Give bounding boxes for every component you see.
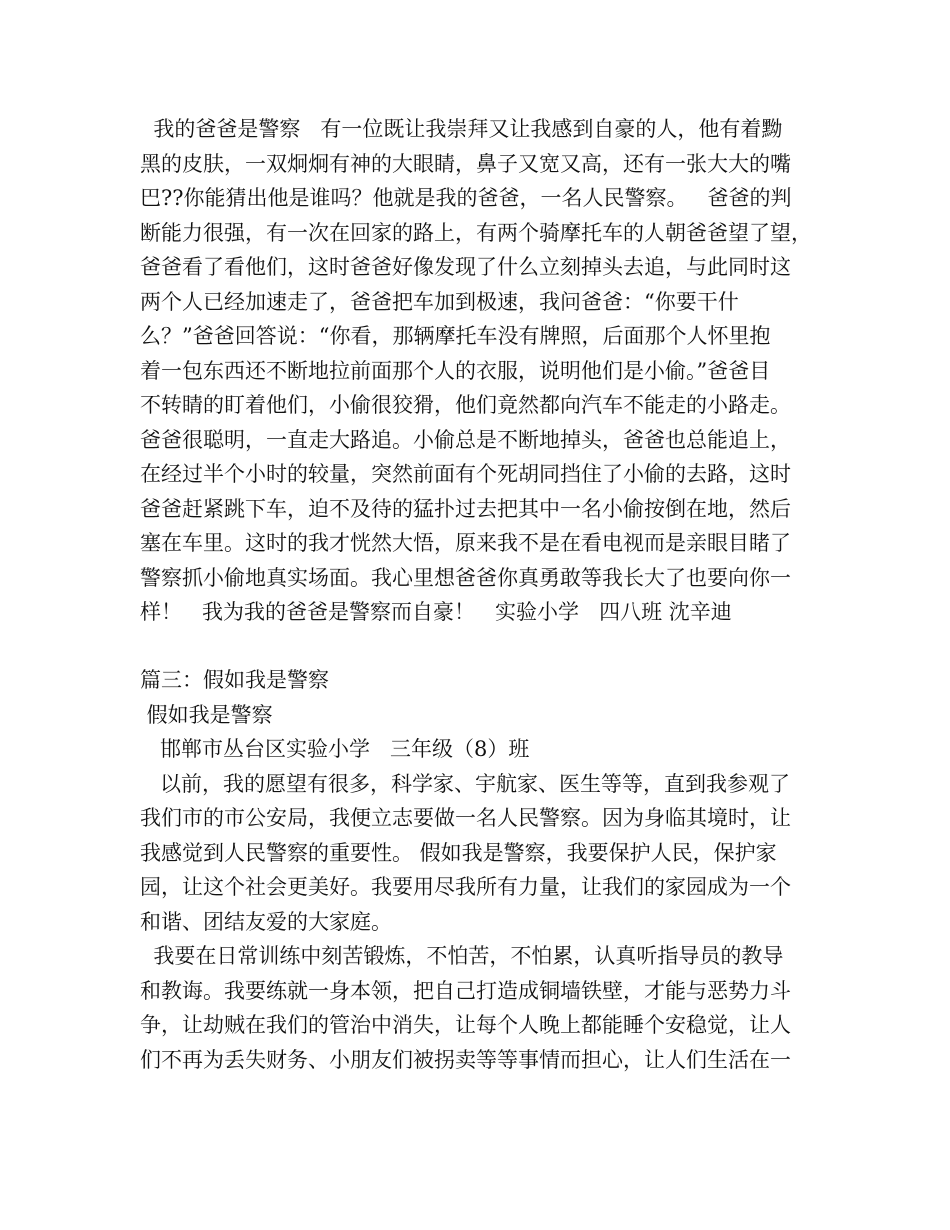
paragraph-line: 爸爸很聪明，一直走大路追。小偷总是不断地掉头，爸爸也总能追上， (140, 427, 791, 452)
paragraph-line: 和教诲。我要练就一身本领，把自己打造成铜墙铁壁，才能与恶势力斗 (140, 978, 791, 1003)
essay-byline: 邯郸市丛台区实验小学 三年级（8）班 (140, 737, 530, 761)
essay-my-dad-is-police (140, 112, 820, 630)
paragraph-line: 巴??你能猜出他是谁吗？他就是我的爸爸，一名人民警察。 爸爸的判 (140, 186, 792, 210)
paragraph-line: 们不再为丢失财务、小朋友们被拐卖等等事情而担心，让人们生活在一 (140, 1047, 791, 1072)
essay-if-i-were-police (140, 663, 820, 1077)
section-heading: 篇三：假如我是警察 (140, 668, 329, 692)
paragraph-line: 争，让劫贼在我们的管治中消失，让每个人晚上都能睡个安稳觉，让人 (140, 1013, 791, 1037)
paragraph-line: 警察抓小偷地真实场面。我心里想爸爸你真勇敢等我长大了也要向你一 (140, 565, 791, 590)
paragraph-line: 样！ 我为我的爸爸是警察而自豪！ 实验小学 四八班 沈辛迪 (140, 600, 732, 624)
paragraph-line: 着一包东西还不断地拉前面那个人的衣服，说明他们是小偷。”爸爸目 (140, 358, 771, 383)
paragraph-line: 园，让这个社会更美好。我要用尽我所有力量，让我们的家园成为一个 (140, 875, 791, 899)
paragraph-line: 黑的皮肤，一双炯炯有神的大眼睛，鼻子又宽又高，还有一张大大的嘴 (140, 151, 791, 176)
paragraph-line: 和谐、团结友爱的大家庭。 (140, 909, 392, 934)
paragraph-line: 爸爸看了看他们，这时爸爸好像发现了什么立刻掉头去追，与此同时这 (140, 255, 791, 279)
paragraph-line: 么？”爸爸回答说：“你看，那辆摩托车没有牌照，后面那个人怀里抱 (140, 324, 771, 348)
paragraph-line: 断能力很强，有一次在回家的路上，有两个骑摩托车的人朝爸爸望了望， (140, 220, 812, 245)
paragraph-line: 我感觉到人民警察的重要性。 假如我是警察，我要保护人民，保护家 (140, 840, 777, 865)
paragraph-line: 我要在日常训练中刻苦锻炼，不怕苦，不怕累，认真听指导员的教导 (140, 944, 784, 968)
paragraph-line: 不转睛的盯着他们，小偷很狡猾，他们竟然都向汽车不能走的小路走。 (140, 393, 791, 417)
paragraph-line: 我的爸爸是警察 有一位既让我崇拜又让我感到自豪的人，他有着黝 (140, 117, 783, 141)
paragraph-line: 我们市的市公安局，我便立志要做一名人民警察。因为身临其境时，让 (140, 806, 791, 830)
paragraph-line: 在经过半个小时的较量，突然前面有个死胡同挡住了小偷的去路，这时 (140, 462, 791, 486)
paragraph-line: 塞在车里。这时的我才恍然大悟，原来我不是在看电视而是亲眼目睹了 (140, 531, 791, 555)
paragraph-line: 以前，我的愿望有很多，科学家、宇航家、医生等等，直到我参观了 (140, 771, 791, 796)
paragraph-line: 两个人已经加速走了，爸爸把车加到极速，我问爸爸：“你要干什 (140, 289, 739, 314)
essay-title: 假如我是警察 (140, 702, 273, 727)
paragraph-line: 爸爸赶紧跳下车，迫不及待的猛扑过去把其中一名小偷按倒在地，然后 (140, 496, 791, 521)
